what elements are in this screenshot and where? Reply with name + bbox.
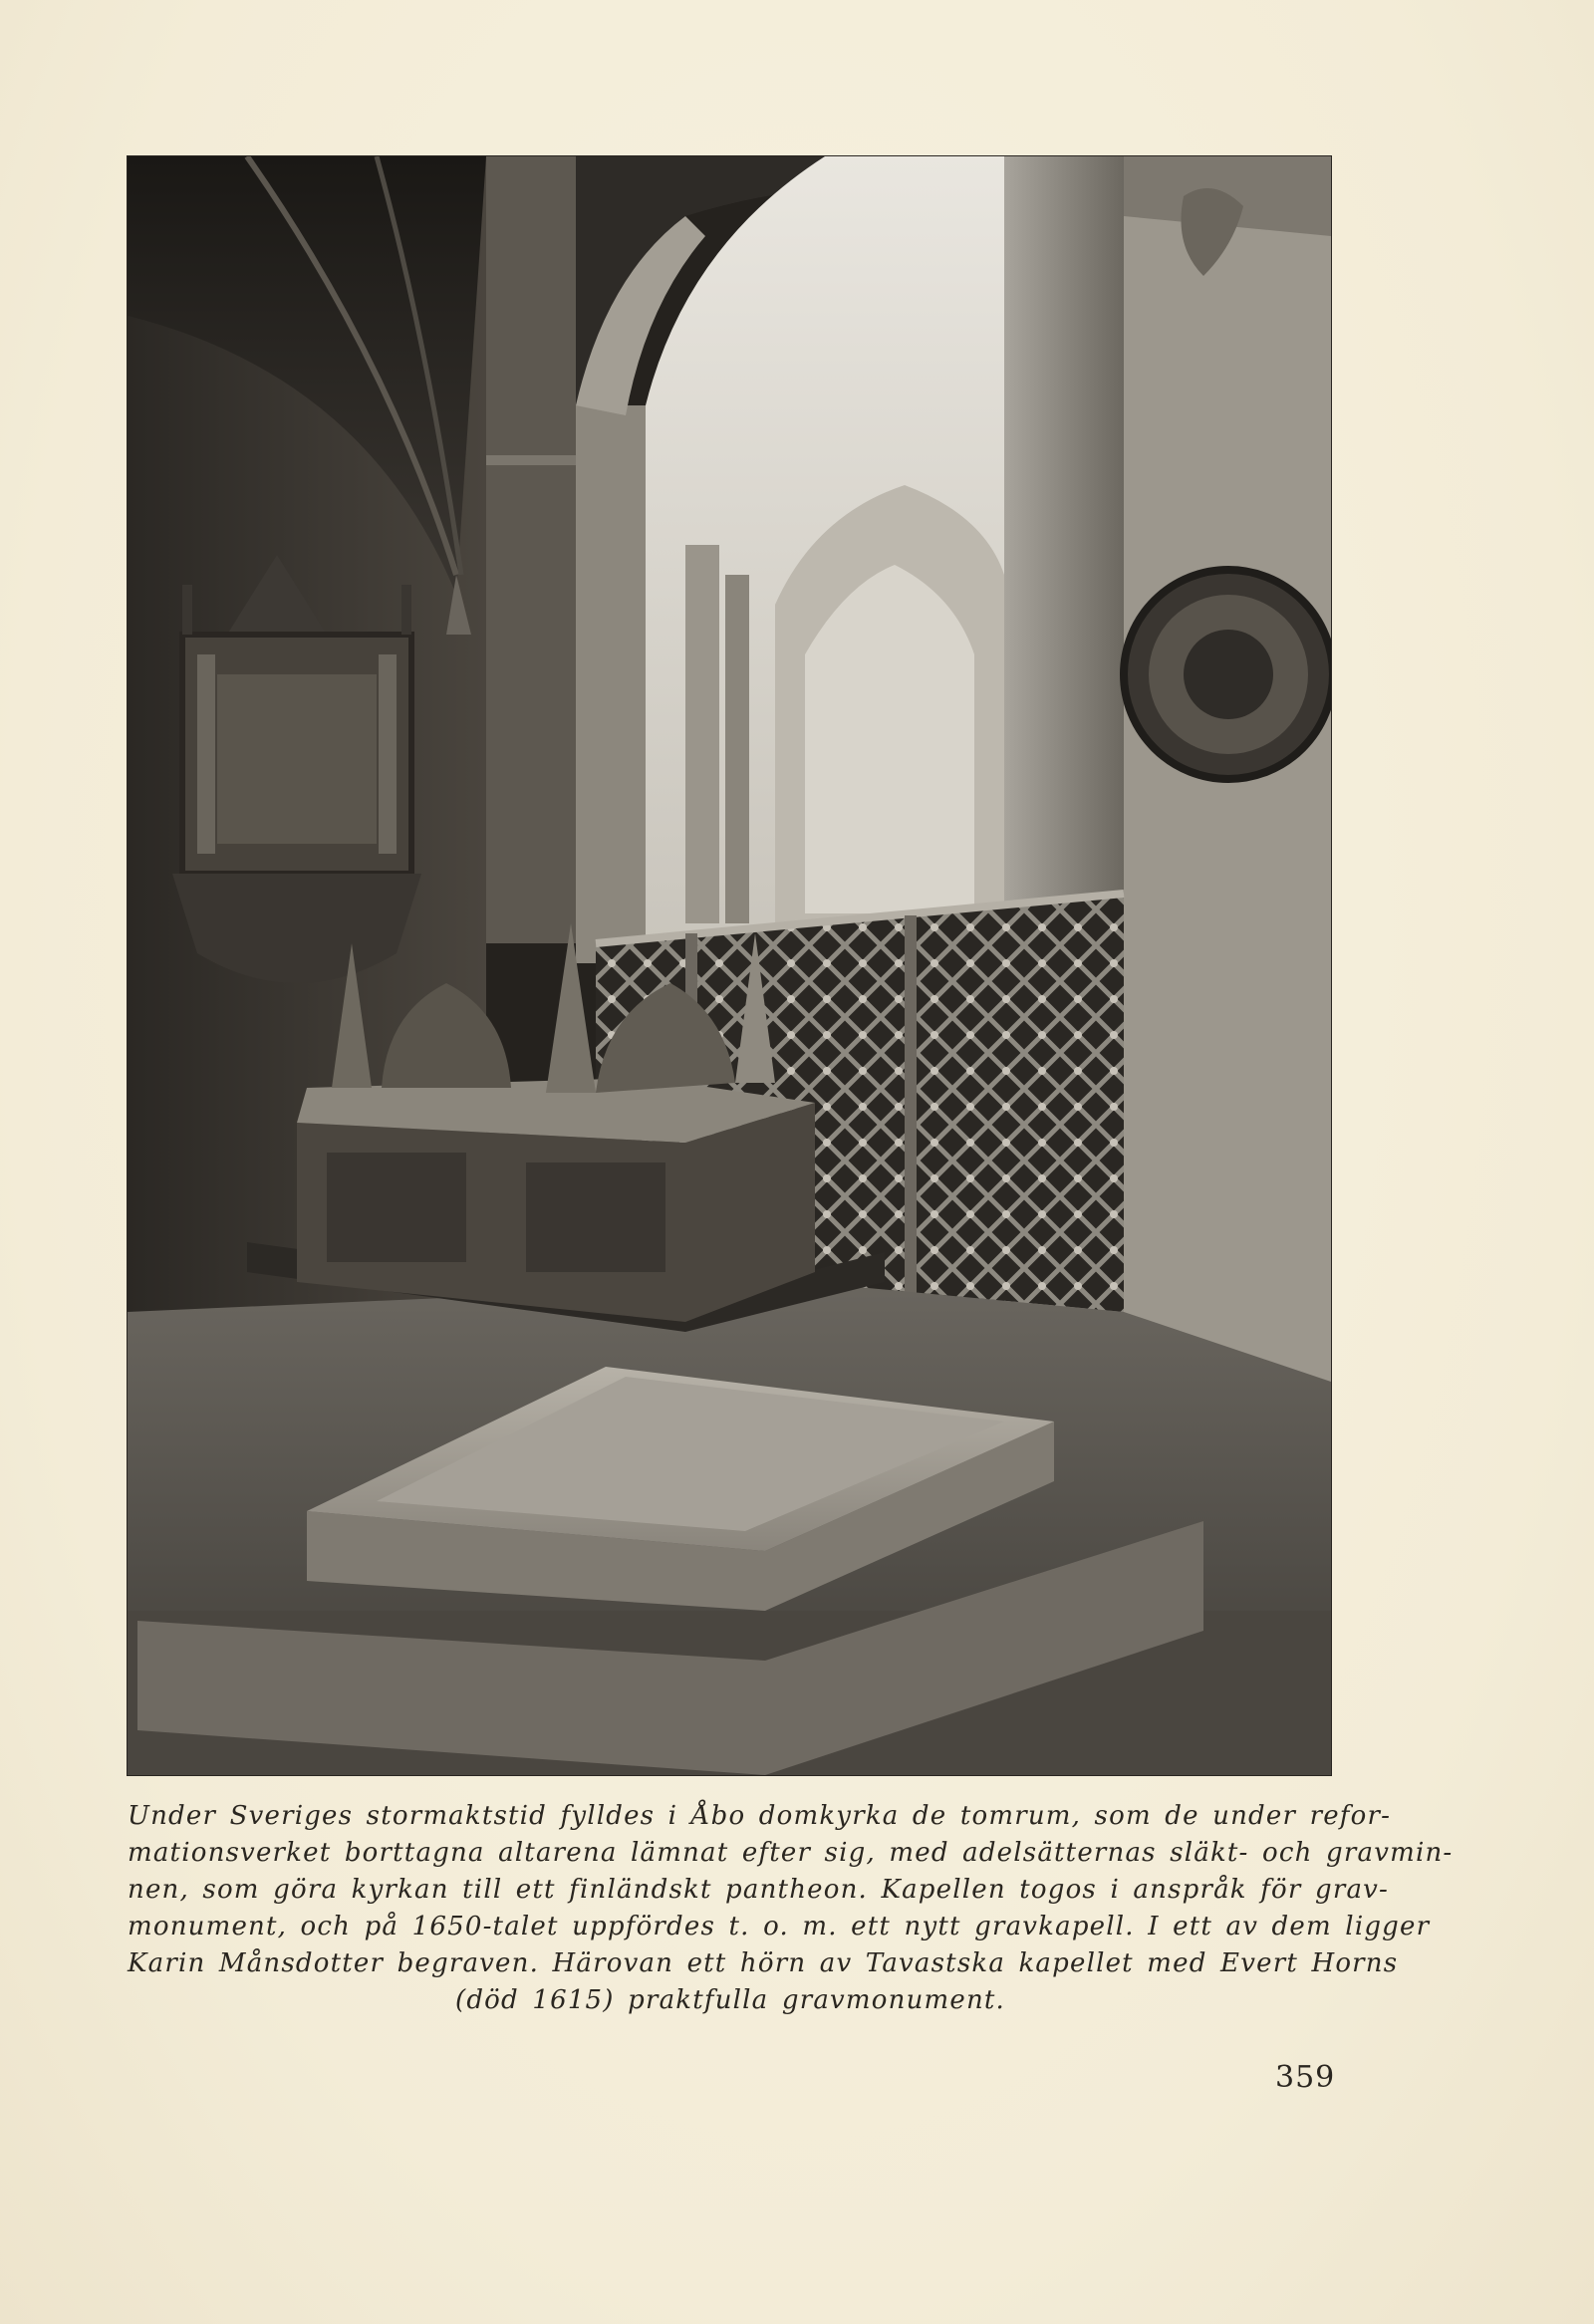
cathedral-photograph — [128, 156, 1331, 1775]
caption-line: Under Sveriges stormaktstid fylldes i Åbo domkyrka de tomrum, som de under refor- — [128, 1801, 1392, 1831]
photo-caption — [128, 1798, 1454, 2019]
caption-line: Karin Månsdotter begraven. Härovan ett hörn av Tavastska kapellet med Evert Horns — [128, 1948, 1399, 1978]
page-number: 359 — [1275, 2060, 1336, 2095]
caption-line: monument, och på 1650-talet uppfördes t. o. m. ett nytt gravkapell. I ett av dem ligger — [128, 1912, 1431, 1941]
photo-illustration — [128, 156, 1331, 1775]
caption-line: nen, som göra kyrkan till ett finländskt pantheon. Kapellen togos i anspråk för grav- — [128, 1875, 1390, 1905]
caption-line: mationsverket borttagna altarena lämnat efter sig, med adelsätternas släkt- och gravmin- — [128, 1838, 1454, 1868]
caption-line: (död 1615) praktfulla gravmonument. — [454, 1985, 1006, 2015]
